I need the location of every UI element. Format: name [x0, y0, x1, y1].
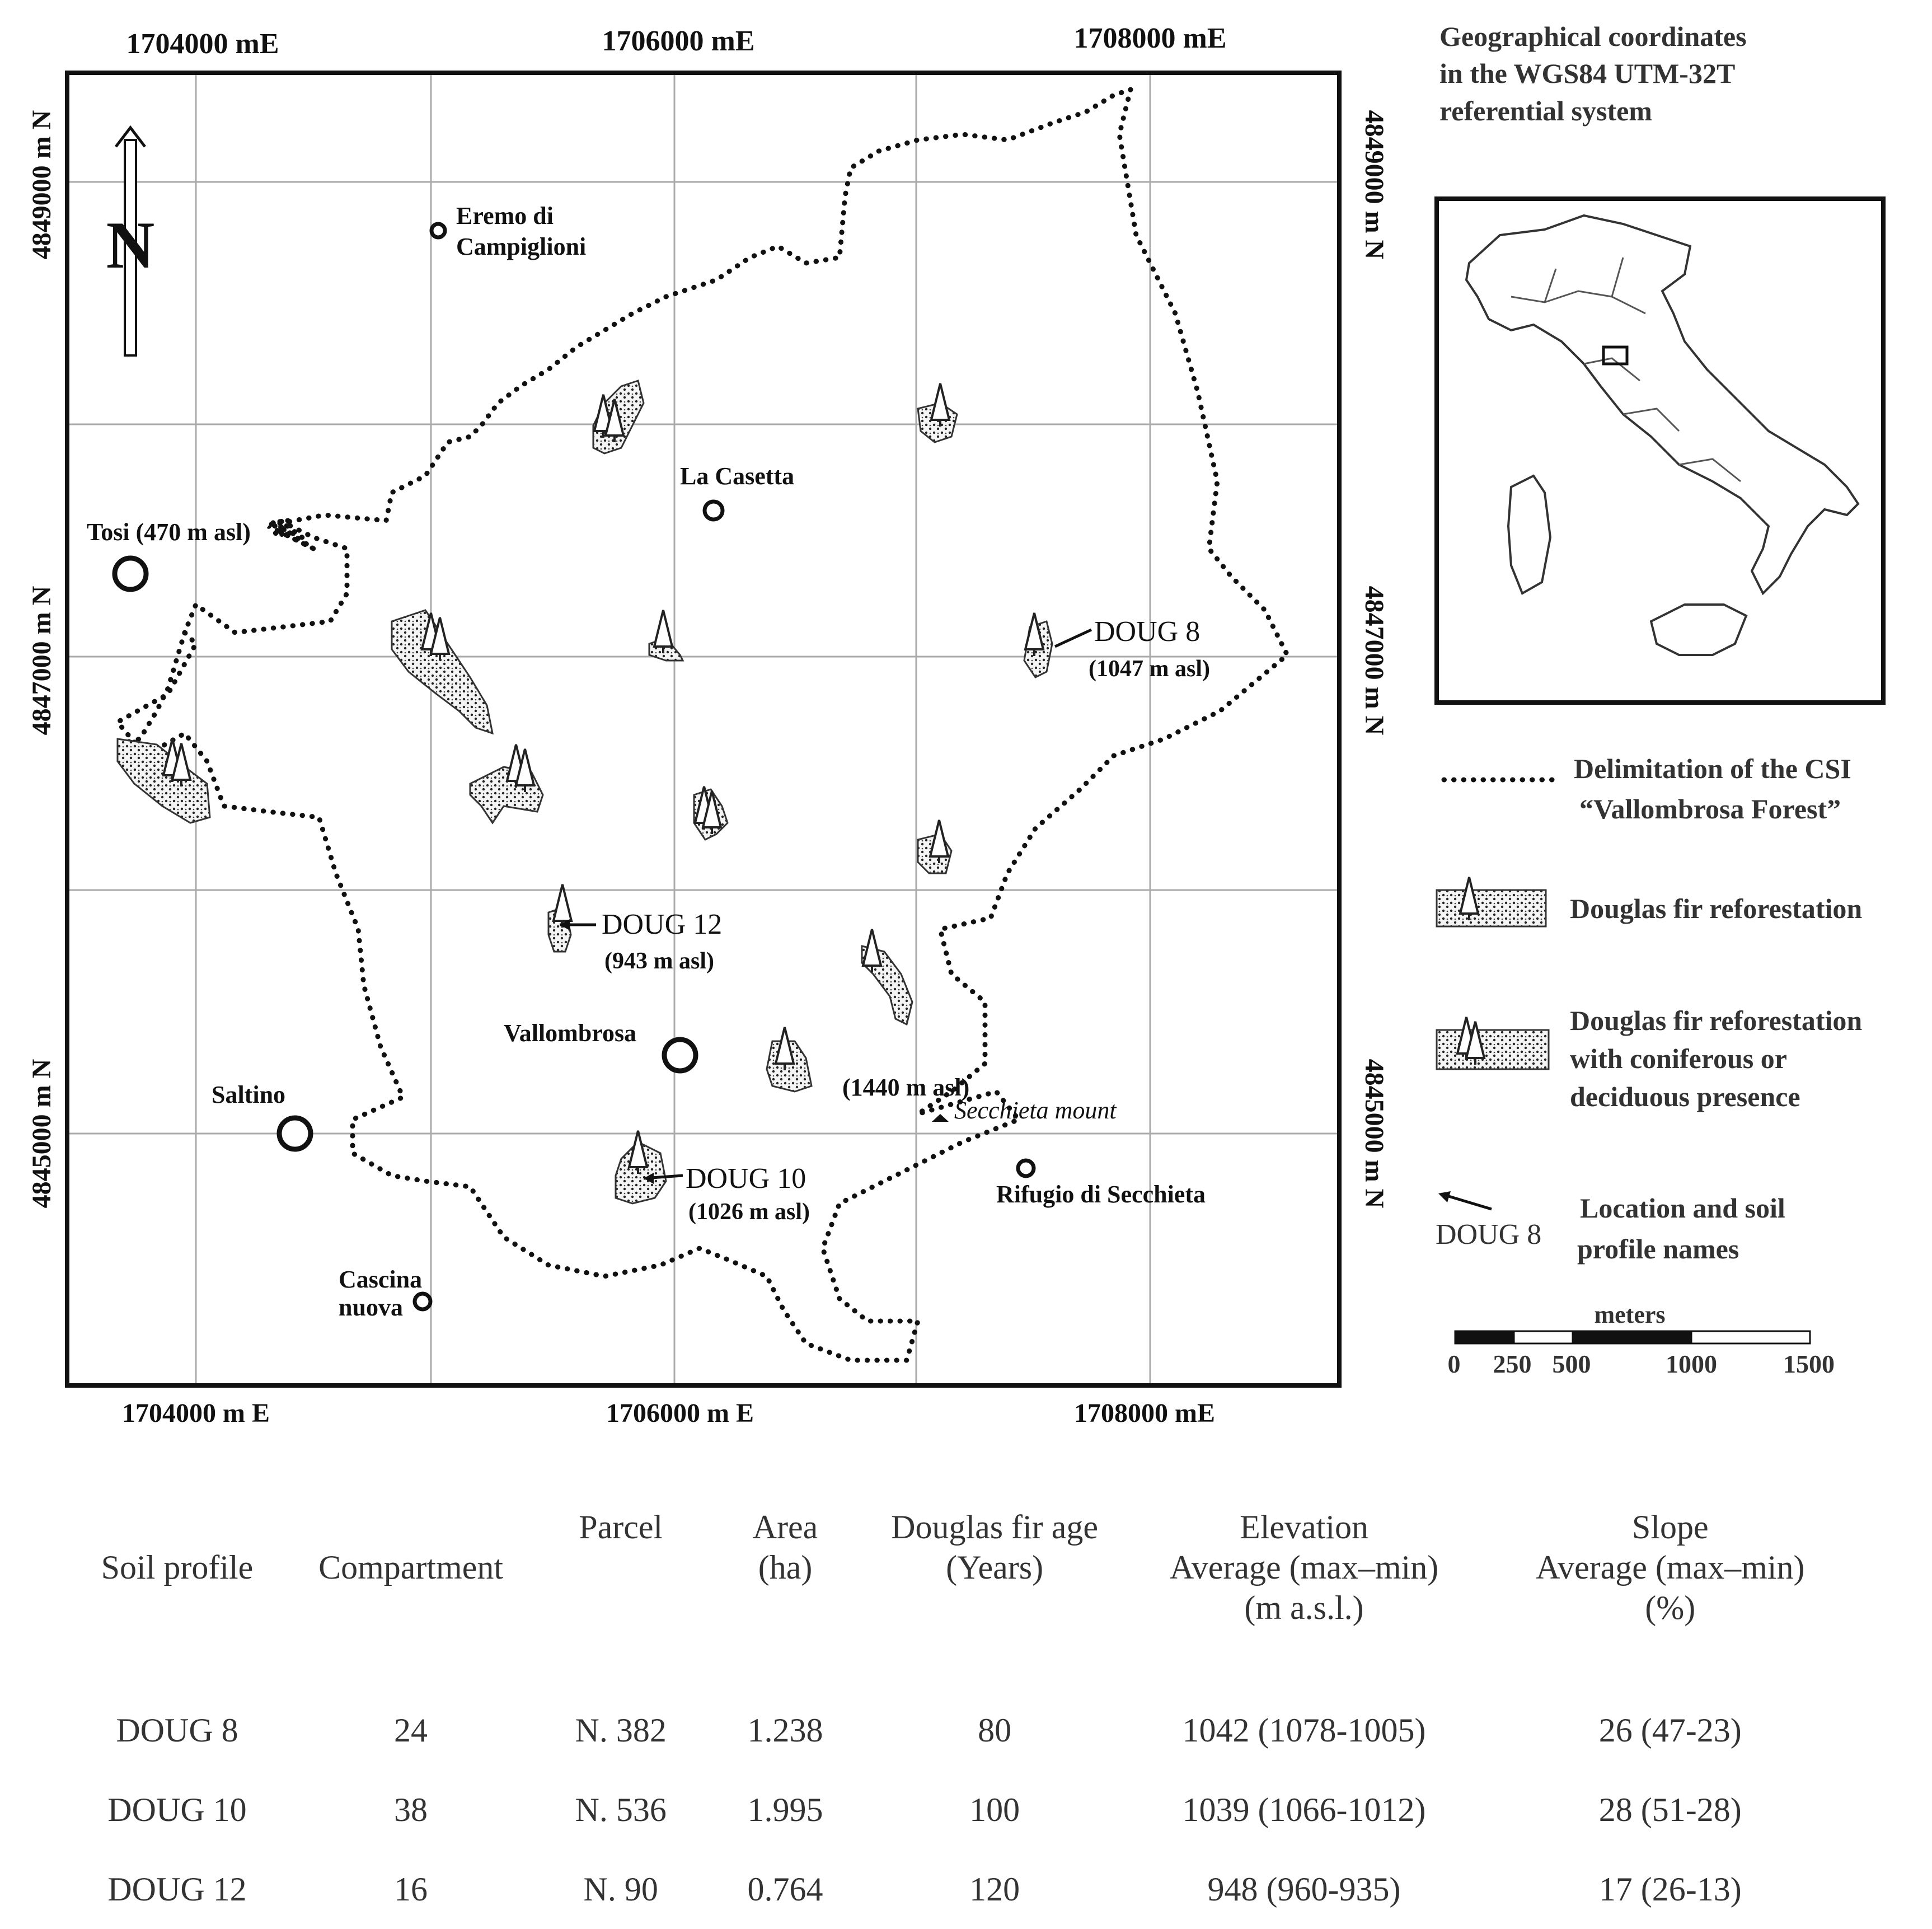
eremo-label-1: Eremo di — [456, 202, 554, 230]
table-row — [67, 1770, 1858, 1850]
eremo-label-2: Campiglioni — [456, 233, 587, 260]
header-soil-profile: Soil profile — [101, 1549, 254, 1586]
rifugio-label: Rifugio di Secchieta — [996, 1181, 1206, 1208]
la-casetta-marker — [705, 502, 723, 519]
secchieta-peak-icon — [932, 1114, 949, 1122]
scale-tick-0: 0 — [1447, 1350, 1461, 1378]
top-coord-2: 1706000 mE — [602, 25, 755, 57]
tree-symbols — [163, 383, 1043, 1174]
italy-inset-map — [1437, 199, 1883, 703]
table-row — [67, 1691, 1858, 1770]
doug8-label: DOUG 8 — [1094, 616, 1201, 648]
coords-note-line3: referential system — [1439, 95, 1652, 127]
left-coord-2: 4847000 m N — [27, 586, 57, 736]
cell-slope: 17 (26-13) — [1598, 1870, 1742, 1908]
cell-slope: 26 (47-23) — [1598, 1711, 1742, 1749]
doug10-elev-label: (1026 m asl) — [688, 1199, 810, 1225]
vallombrosa-marker — [664, 1040, 696, 1071]
la-casetta-label: La Casetta — [680, 462, 795, 490]
cell-elevation: 1039 (1066-1012) — [1182, 1791, 1426, 1828]
saltino-marker — [279, 1118, 311, 1149]
doug8-elev-label: (1047 m asl) — [1089, 656, 1210, 682]
cell-compartment: 16 — [394, 1870, 428, 1908]
cell-age: 100 — [969, 1791, 1020, 1828]
forest-boundary-west — [280, 90, 1131, 523]
secchieta-elev-label: (1440 m asl) — [842, 1074, 970, 1101]
cell-area: 1.995 — [747, 1791, 823, 1828]
rifugio-marker — [1018, 1160, 1034, 1176]
cell-elevation: 1042 (1078-1005) — [1182, 1711, 1426, 1749]
header-area: Area (ha) — [752, 1509, 818, 1586]
vallombrosa-label: Vallombrosa — [504, 1019, 637, 1047]
cascina-label-1: Cascina — [339, 1266, 423, 1293]
legend-location-sample: DOUG 8 — [1436, 1219, 1542, 1251]
cell-compartment: 24 — [394, 1711, 428, 1749]
doug12-elev-label: (943 m asl) — [604, 948, 714, 974]
saltino-label: Saltino — [212, 1081, 286, 1108]
legend-mixed-line3: deciduous presence — [1570, 1081, 1800, 1112]
coords-note-line1: Geographical coordinates — [1439, 21, 1747, 52]
cell-area: 1.238 — [747, 1711, 823, 1749]
soil-profile-table — [67, 1444, 1858, 1929]
cell-parcel: N. 536 — [575, 1791, 667, 1828]
left-coord-3: 4845000 m N — [27, 1059, 57, 1209]
coords-note-line2: in the WGS84 UTM-32T — [1439, 58, 1736, 89]
north-arrow-icon — [106, 128, 155, 355]
legend-boundary-line1: Delimitation of the CSI — [1574, 753, 1851, 784]
doug10-label: DOUG 10 — [686, 1163, 806, 1195]
scale-tick-500: 500 — [1552, 1350, 1591, 1378]
doug12-label: DOUG 12 — [602, 909, 723, 940]
legend-location-line2: profile names — [1577, 1233, 1739, 1265]
tosi-marker — [115, 558, 146, 589]
eremo-marker — [432, 224, 445, 237]
cell-profile: DOUG 10 — [107, 1791, 247, 1828]
cell-profile: DOUG 12 — [107, 1870, 247, 1908]
bottom-coord-2: 1706000 m E — [606, 1398, 754, 1428]
place-markers — [115, 224, 1034, 1309]
cascina-marker — [415, 1294, 430, 1309]
cascina-label-2: nuova — [339, 1294, 403, 1321]
header-compartment: Compartment — [318, 1549, 504, 1586]
secchieta-mount-label: Secchieta mount — [954, 1097, 1117, 1124]
table-row — [67, 1850, 1858, 1929]
legend-douglas-swatch — [1437, 890, 1546, 926]
bottom-coord-1: 1704000 m E — [122, 1398, 270, 1428]
cell-compartment: 38 — [394, 1791, 428, 1828]
scale-tick-250: 250 — [1493, 1350, 1532, 1378]
cell-elevation: 948 (960-935) — [1207, 1870, 1401, 1908]
scale-bar — [1455, 1331, 1810, 1343]
table-header-row — [67, 1444, 1858, 1691]
cell-parcel: N. 90 — [583, 1870, 658, 1908]
cell-parcel: N. 382 — [575, 1711, 667, 1749]
legend-douglas-label: Douglas fir reforestation — [1570, 893, 1863, 924]
right-coord-1: 4849000 m N — [1359, 110, 1389, 260]
cell-profile: DOUG 8 — [116, 1711, 238, 1749]
scale-tick-1500: 1500 — [1783, 1350, 1835, 1378]
top-coord-1: 1704000 mE — [126, 28, 279, 60]
left-coord-1: 4849000 m N — [27, 110, 57, 260]
legend-mixed-line2: with coniferous or — [1570, 1043, 1787, 1074]
legend-location-line1: Location and soil — [1580, 1192, 1785, 1224]
legend-mixed-swatch — [1437, 1030, 1549, 1069]
legend-mixed-line1: Douglas fir reforestation — [1570, 1005, 1863, 1036]
header-parcel: Parcel — [579, 1509, 663, 1546]
scale-tick-1000: 1000 — [1666, 1350, 1717, 1378]
scale-title: meters — [1594, 1301, 1666, 1328]
right-coord-3: 4845000 m N — [1359, 1059, 1389, 1209]
cell-age: 120 — [969, 1870, 1020, 1908]
tosi-label: Tosi (470 m asl) — [87, 518, 251, 546]
top-coord-3: 1708000 mE — [1073, 22, 1227, 54]
cell-slope: 28 (51-28) — [1598, 1791, 1742, 1828]
legend-boundary-line2: “Vallombrosa Forest” — [1579, 793, 1841, 825]
cell-age: 80 — [978, 1711, 1012, 1749]
header-slope: Slope Average (max–min) (%) — [1536, 1509, 1805, 1626]
bottom-coord-3: 1708000 mE — [1074, 1398, 1215, 1428]
right-coord-2: 4847000 m N — [1359, 586, 1389, 736]
cell-area: 0.764 — [747, 1870, 823, 1908]
forest-boundary-sw — [118, 633, 185, 745]
header-elevation: Elevation Average (max–min) (m a.s.l.) — [1169, 1509, 1439, 1626]
header-age: Douglas fir age (Years) — [891, 1509, 1099, 1586]
north-label: N — [106, 208, 155, 282]
